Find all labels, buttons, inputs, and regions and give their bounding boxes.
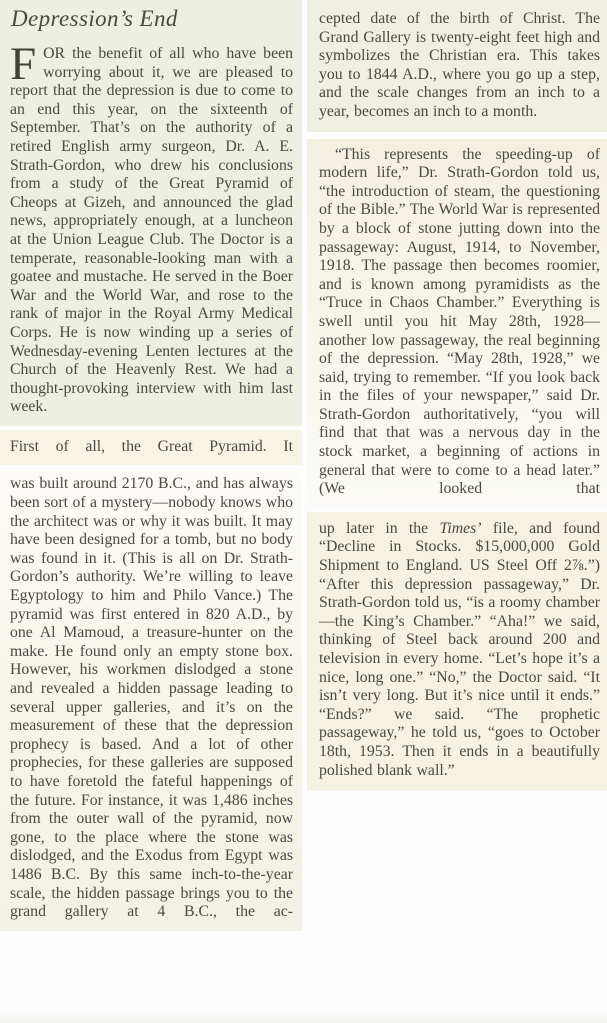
text-block-interview (307, 139, 607, 506)
paragraph-1-text: the benefit of all who have been worrying about it, we are pleased to report that the depression is due to come to an end this year, on the sixteenth of September. That’s on the authority of a retired English army surgeon, Dr. A. E. Strath-Gordon, who drew his conclusions from a study of the Great Pyramid of Cheops at Gizeh, and announced the glad news, appropriately enough, at a luncheon at the Union League Club. The Doctor is a temperate, reasonable-looking man with a goatee and mustache. He served in the Boer War and the World War, and rose to the rank of major in the Royal Army Medical Corps. He is now winding up a series of Wednesday-evening Lenten lectures at the Church of the Heavenly Rest. We had a thought-provoking interview with him last week. (10, 45, 293, 416)
text-block-gallery (307, 0, 607, 132)
paragraph-3-part1: “This represents the speeding-up of modern life,” Dr. Strath-Gordon told us, “the introduction of steam, the questioning of the Bible.” The World War is represented by a block of stone jutting down into the passageway: August, 1914, to November, 1918. The passage then becomes roomier, and is known among pyramidists as the “Truce in Chaos Chamber.” Everything is swell until you hit May 28th, 1928—another low passageway, the real beginning of the depression. “May 28th, 1928,” we said, trying to remember. “If you look back in the files of your newspaper,” said Dr. Strath-Gordon authoritatively, “you will find that that was a nervous day in the stock market, a beginning of actions in general that were to come to a head later.” (We looked that (319, 145, 600, 498)
times-italic-text: Times’ (439, 519, 482, 537)
paragraph-3-text-b: file, and found “Decline in Stocks. $15,000,000 Gold Shipment to England. US Steel Off 2⅞.”) “After this depression passageway,” Dr. Strath-Gordon told us, “is a roomy chamber—the King’s Chamber.” “Aha!” we said, thinking of Steel back around 200 and television in every home. “Let’s hope it’s a nice, long one.” “No,” the Doctor said. “It isn’t very long. But it’s nice until it ends.” “Ends?” we said. “The prophetic passageway,” he told us, “goes to October 18th, 1953. Then it ends in a beautifully polished blank wall.” (319, 519, 600, 779)
paragraph-1 (10, 38, 293, 417)
paragraph-3-part2 (319, 520, 600, 780)
paragraph-2-lead: First of all, the Great Pyramid. It (10, 437, 293, 455)
text-block-pyramid (0, 470, 302, 930)
article-title: Depression’s End (11, 6, 178, 31)
right-column (307, 0, 607, 791)
drop-cap-letter: F (10, 38, 37, 90)
paragraph-2-body: was built around 2170 B.C., and has always been sort of a mystery—nobody knows who the architect was or why it was built. It may have been designed for a tomb, but no body was found in it. (This is all on Dr. Strath-Gordon’s authority. We’re willing to leave Egyptology to him and Philo Vance.) The pyramid was first entered in 820 A.D., by one Al Mamoud, a treasure-hunter on the make. He found only an empty stone box. However, his workmen dislodged a stone and revealed a hidden passage leading to several upper galleries, and it’s on the measurement of these that the depression prophecy is based. And a lot of other prophecies, for these galleries are supposed to have foretold the fateful happenings of the future. For instance, it was 1,486 inches from the outer wall of the pyramid, now gone, to the place where the stone was dislodged, and the Exodus from Egypt was 1486 B.C. By this same inch-to-the-year scale, the hidden passage brings you to the grand gallery at 4 B.C., the ac- (10, 475, 293, 921)
text-block-conclusion (307, 512, 607, 791)
text-block-lead-line (0, 430, 302, 466)
text-block-intro (0, 0, 302, 426)
paragraph-3-text-a: up later in the (319, 519, 440, 537)
left-column (0, 0, 302, 931)
paragraph-2-continuation: cepted date of the birth of Christ. The Grand Gallery is twenty-eight feet high and symbolizes the Christian era. This takes you to 1844 A.D., where you go up a step, and the scale changes from an inch to a year, becomes an inch to a month. (319, 10, 600, 120)
scan-edge-shadow (0, 1010, 607, 1023)
lead-caps: OR (43, 45, 66, 62)
